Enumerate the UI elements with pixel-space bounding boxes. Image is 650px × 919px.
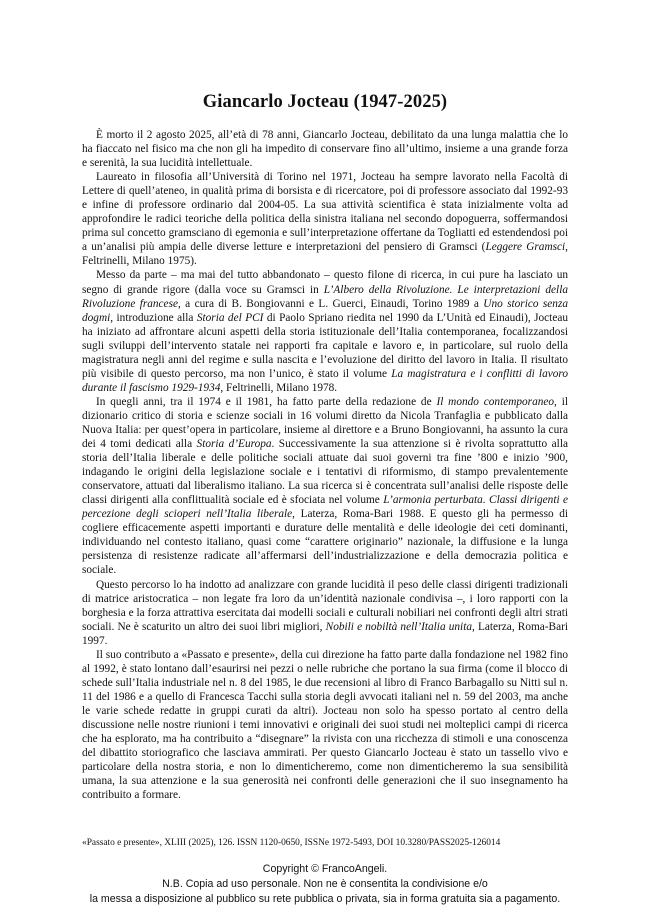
paragraph: [82, 395, 568, 578]
text-run: , Laterza, Roma-Bari 1988. E questo gli ha permesso di cogliere efficacemente aspetti importanti e durature delle mentalità e delle ideologie dei ceti dominanti, individuando nel contesto italiano, quasi come “carattere originario” nazionale, la diffusione e la lunga persistenza di resistenze radicate all’affermarsi dell’industrializzazione e della democrazia politica e sociale.: [82, 508, 568, 577]
text-run: . Successivamente la sua attenzione si è rivolta soprattutto alla storia dell’Italia liberale e delle politiche sociali attuate dai suoi governi tra fine ’800 e inizio ’900, indagando le origini della legislazione sociale e i tentativi di riformismo, di stampo prevalentemente conservatore, attuati dal liberalismo italiano. La sua ricerca si è concentrata sull’analisi delle risposte delle classi dirigenti alla conflittualità sociale ed è sfociata nel volume: [82, 438, 568, 507]
text-run: Il suo contributo a «Passato e presente», della cui direzione ha fatto parte dalla fondazione nel 1982 fino al 1992, è stato lontano dall’esaurirsi nei pezzi o nelle rubriche che portano la sua firma (come il blocco di schede sull’Italia industriale nel n. 8 del 1985, le due recensioni al libro di Franco Barbagallo su Nitti sul n. 11 del 1986 e a quello di Francesca Tacchi sulla storia degli avvocati italiani nel n. 59 del 2003, ma anche le varie schede redatte in gruppi curati da altri). Jocteau non solo ha spesso portato al centro della discussione nelle nostre riunioni i temi innovativi e originali dei suoi studi nei molteplici campi di ricerca che ha esplorato, ma ha contribuito a “disegnare” la rivista con una ricchezza di stimoli e una conoscenza del dibattito storiografico che lasciava ammirati. Per questo Giancarlo Jocteau è stato un tassello vivo e particolare della nostra storia, e non lo dimenticheremo, come non dimenticheremo la sua sensibilità umana, la sua attenzione e la sua generosità nei confronti delle generazioni che il suo insegnamento ha contribuito a formare.: [82, 648, 568, 802]
italic-title-run: Uno storico senza dogmi: [82, 297, 568, 324]
italic-title-run: Leggere Gramsci: [485, 241, 566, 254]
article-title: Giancarlo Jocteau (1947-2025): [202, 92, 448, 112]
copyright-line: Copyright © FrancoAngeli.: [262, 863, 388, 875]
text-run: In quegli anni, tra il 1974 e il 1981, ha fatto parte della redazione de: [96, 395, 437, 408]
text-run: , Laterza, Roma-Bari 1997.: [82, 620, 569, 647]
text-run: È morto il 2 agosto 2025, all’età di 78 anni, Giancarlo Jocteau, debilitato da una lunga malattia che lo ha fiaccato nel fisico ma che non gli ha impedito di conservare fino all’ultimo, insieme a una grande forza e serenità, la sua lucidità intellettuale.: [82, 129, 568, 170]
paragraph: [82, 128, 568, 170]
text-run: di Paolo Spriano riedita nel 1990 da L’Unità ed Einaudi), Jocteau ha iniziato ad affrontare alcuni aspetti della storia istituzionale dell’Italia contemporanea, focalizzandosi sugli sviluppi dell’intervento statale nei rapporti fra capitale e lavoro e, in particolare, sul ruolo della magistratura negli anni del regime e sulla nascita e l’evoluzione del diritto del lavoro in Italia. Il risultato più visibile di questo percorso, ma non l’unico, è stato il volume: [82, 311, 569, 380]
usage-notice-line: la messa a disposizione al pubblico su rete pubblica o privata, sia in forma gratuita sia a pagamento.: [89, 893, 561, 905]
italic-title-run: Il mondo contemporaneo: [436, 395, 555, 408]
paragraph: [82, 268, 568, 394]
text-run: Questo percorso lo ha indotto ad analizzare con grande lucidità il peso delle classi dirigenti tradizionali di matrice aristocratica – non legate fra loro da un’identità nazionale condivisa –, i loro rapporti con la borghesia e la forza attrattiva esercitata dai modelli sociali e culturali nobiliari nei confronti degli altri strati sociali. Ne è scaturito un altro dei suoi libri migliori,: [82, 578, 568, 633]
text-run: , introduzione alla: [110, 311, 197, 324]
italic-title-run: Nobili e nobiltà nell’Italia unita: [325, 620, 472, 633]
text-run: , Feltrinelli, Milano 1975).: [82, 241, 568, 268]
copyright-notice: [0, 862, 650, 907]
text-run: Laureato in filosofia all’Università di Torino nel 1971, Jocteau ha sempre lavorato nella Facoltà di Lettere di quell’ateneo, in qualità prima di borsista e di ricercatore, poi di professore associato dal 1992-93 e infine di professore ordinario dal 2004-05. La sua attività scientifica è stata inizialmente volta ad approfondire le radici teoriche della politica della sinistra italiana nel secondo dopoguerra, soffermandosi prima sul concetto gramsciano di egemonia e sull’interpretazione offertane da Togliatti ed estendendosi poi a un’analisi più ampia delle diverse letture e interpretazioni del pensiero di Gramsci (: [82, 171, 568, 254]
text-run: , il dizionario critico di storia e scienze sociali in 16 volumi diretto da Nicola Tranfaglia e pubblicato dalla Nuova Italia: per quest’opera in particolare, insieme al direttore e a Bruno Bongiovanni, ha assunto la cura dei 4 tomi dedicati alla: [82, 395, 568, 451]
journal-citation: «Passato e presente», XLIII (2025), 126. ISSN 1120-0650, ISSNe 1972-5493, DOI 10.3280/PASS2025-126014: [82, 838, 501, 848]
italic-title-run: La magistratura e i conflitti di lavoro durante il fascismo 1929-1934: [82, 367, 569, 394]
italic-title-run: L’Albero della Rivoluzione. Le interpretazioni della Rivoluzione francese: [82, 283, 568, 310]
text-run: Messo da parte – ma mai del tutto abbandonato – questo filone di ricerca, in cui pure ha lasciato un segno di grande rigore (dalla voce su Gramsci in: [82, 269, 568, 296]
paragraph: [82, 578, 568, 648]
text-run: , Feltrinelli, Milano 1978.: [220, 381, 338, 394]
paragraph: [82, 648, 568, 803]
paragraph: [82, 170, 568, 268]
italic-title-run: Storia del PCI: [196, 311, 264, 324]
italic-title-run: L’armonia perturbata. Classi dirigenti e percezione degli scioperi nell’Italia liberale: [82, 494, 568, 521]
italic-title-run: Storia d’Europa: [196, 438, 272, 451]
article-body: [82, 128, 568, 802]
usage-notice-line: N.B. Copia ad uso personale. Non ne è consentita la condivisione e/o: [162, 878, 488, 890]
text-run: , a cura di B. Bongiovanni e L. Guerci, Einaudi, Torino 1989 a: [177, 297, 484, 310]
